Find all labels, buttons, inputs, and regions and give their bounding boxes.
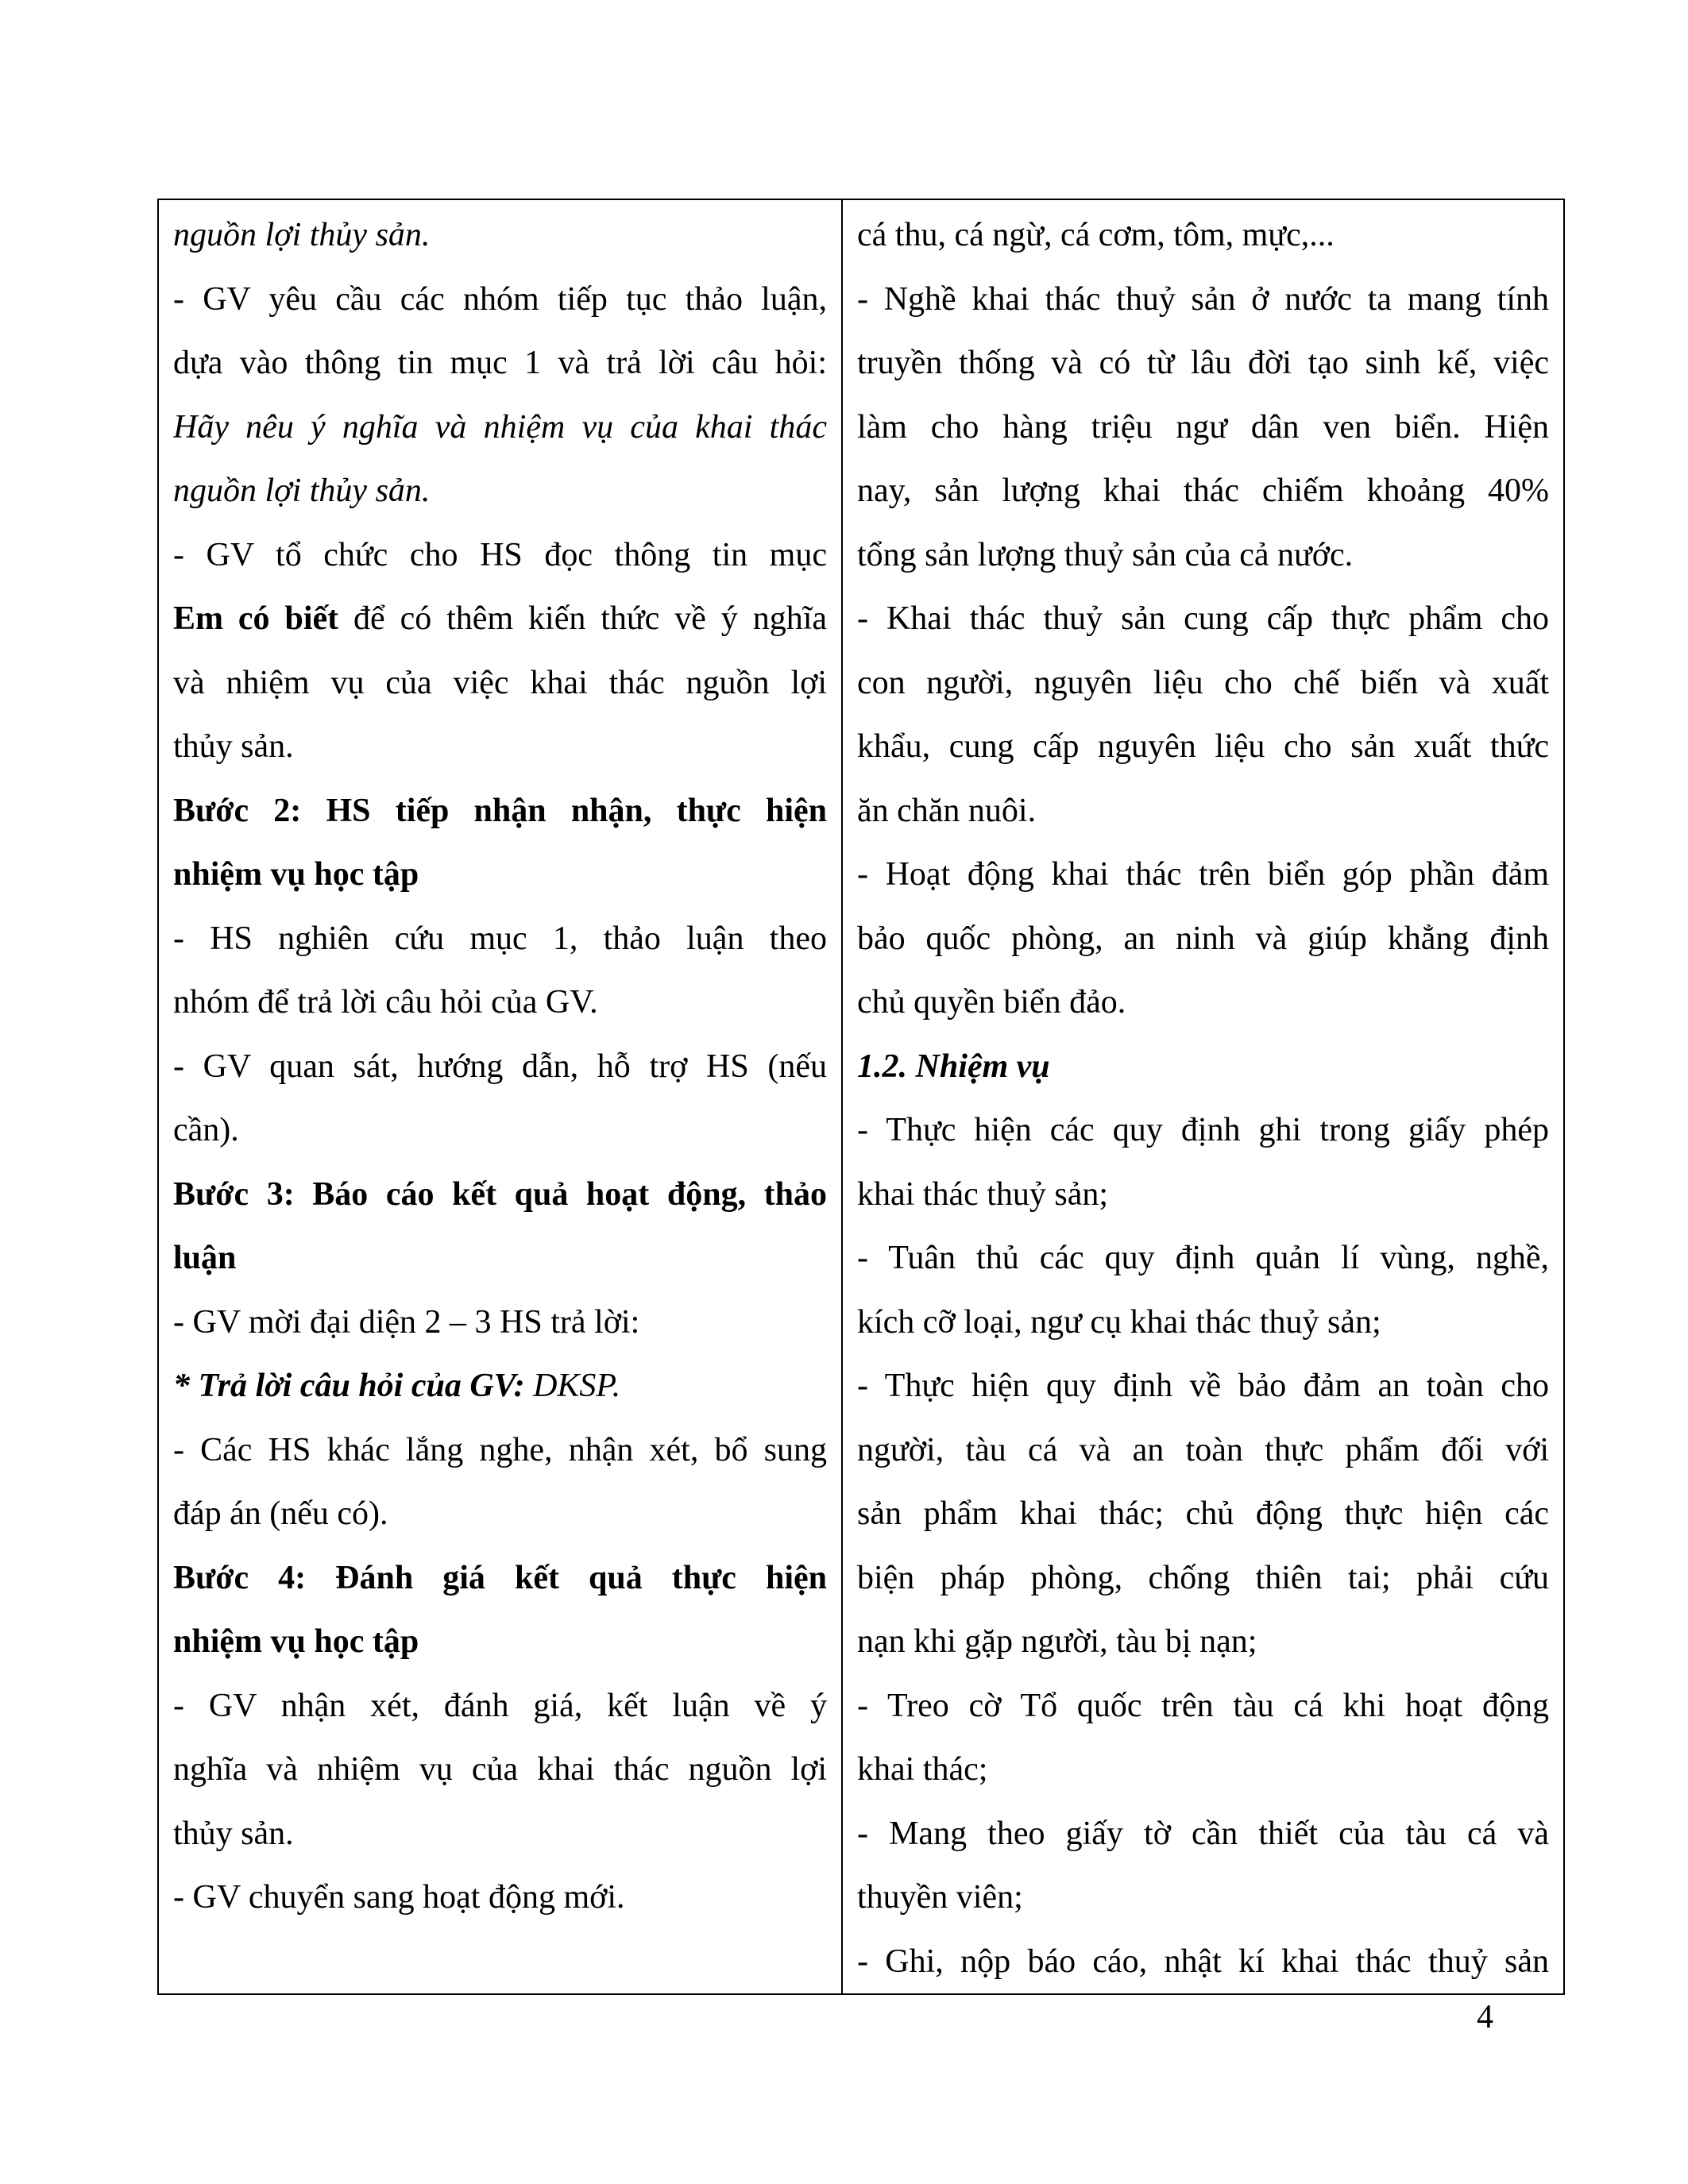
question-text-line: Hãy nêu ý nghĩa và nhiệm vụ của khai thác	[173, 408, 827, 446]
text-line: truyền thống và có từ lâu đời tạo sinh kế, việc	[857, 345, 1549, 381]
step-4-heading-cont: nhiệm vụ học tập	[173, 1623, 419, 1660]
text-line: kích cỡ loại, ngư cụ khai thác thuỷ sản;	[857, 1303, 1381, 1341]
text-line: làm cho hàng triệu ngư dân ven biển. Hiện	[857, 408, 1549, 446]
step-3-heading-cont: luận	[173, 1240, 237, 1276]
text-line: - Tuân thủ các quy định quản lí vùng, nghề,	[857, 1240, 1549, 1276]
text-line: nay, sản lượng khai thác chiếm khoảng 40%	[857, 473, 1549, 509]
text-line: - GV chuyển sang hoạt động mới.	[173, 1879, 625, 1916]
text-line: và nhiệm vụ của việc khai thác nguồn lợi	[173, 664, 827, 701]
content-table	[157, 199, 1565, 1995]
text-line: ăn chăn nuôi.	[857, 792, 1037, 829]
text-line: - Các HS khác lắng nghe, nhận xét, bổ sung	[173, 1431, 827, 1468]
text-line: thủy sản.	[173, 728, 294, 765]
step-3-heading: Bước 3: Báo cáo kết quả hoạt động, thảo	[173, 1175, 827, 1213]
right-cell-expected-products	[842, 199, 1564, 1994]
text-line: - Khai thác thuỷ sản cung cấp thực phẩm cho	[857, 600, 1549, 637]
step-2-heading: Bước 2: HS tiếp nhận nhận, thực hiện	[173, 792, 827, 829]
table-row	[158, 199, 1564, 1994]
text-line: thủy sản.	[173, 1815, 294, 1852]
question-text-line: nguồn lợi thủy sản.	[173, 473, 431, 509]
text-line: - HS nghiên cứu mục 1, thảo luận theo	[173, 920, 827, 957]
text-line: biện pháp phòng, chống thiên tai; phải cứu	[857, 1559, 1549, 1596]
text-line: con người, nguyên liệu cho chế biến và xuất	[857, 664, 1549, 701]
answer-label: * Trả lời câu hỏi của GV:	[173, 1368, 525, 1404]
text-fragment: để có thêm kiến thức về ý nghĩa	[338, 600, 827, 637]
text-line: - GV quan sát, hướng dẫn, hỗ trợ HS (nếu	[173, 1048, 827, 1085]
text-line	[173, 587, 827, 651]
text-line: - GV mời đại diện 2 – 3 HS trả lời:	[173, 1303, 640, 1341]
text-line: nhóm để trả lời câu hỏi của GV.	[173, 984, 598, 1021]
text-line: - Ghi, nộp báo cáo, nhật kí khai thác thuỷ sản	[857, 1943, 1549, 1980]
text-line: - GV yêu cầu các nhóm tiếp tục thảo luận,	[173, 280, 827, 318]
text-line: - Thực hiện các quy định ghi trong giấy phép	[857, 1112, 1549, 1148]
answer-reference: DKSP.	[524, 1368, 621, 1404]
answer-line	[173, 1354, 827, 1418]
text-line: - GV nhận xét, đánh giá, kết luận về ý	[173, 1687, 827, 1724]
text-line: bảo quốc phòng, an ninh và giúp khẳng định	[857, 920, 1549, 957]
text-line: sản phẩm khai thác; chủ động thực hiện các	[857, 1495, 1549, 1532]
page-number: 4	[1477, 1999, 1493, 2035]
text-line: cần).	[173, 1112, 239, 1148]
text-line: - Thực hiện quy định về bảo đảm an toàn cho	[857, 1368, 1549, 1404]
text-line: khẩu, cung cấp nguyên liệu cho sản xuất thức	[857, 728, 1549, 765]
em-co-biet-label: Em có biết	[173, 600, 339, 637]
text-line: - GV tổ chức cho HS đọc thông tin mục	[173, 536, 827, 573]
text-line: người, tàu cá và an toàn thực phẩm đối với	[857, 1431, 1549, 1468]
step-2-heading-cont: nhiệm vụ học tập	[173, 856, 419, 893]
text-line: - Hoạt động khai thác trên biển góp phần đảm	[857, 856, 1549, 893]
text-line: dựa vào thông tin mục 1 và trả lời câu hỏi:	[173, 345, 827, 381]
text-line: khai thác thuỷ sản;	[857, 1175, 1109, 1213]
text-line: nạn khi gặp người, tàu bị nạn;	[857, 1623, 1257, 1660]
text-line: - Mang theo giấy tờ cần thiết của tàu cá và	[857, 1815, 1549, 1852]
step-4-heading: Bước 4: Đánh giá kết quả thực hiện	[173, 1559, 827, 1596]
text-line: chủ quyền biển đảo.	[857, 984, 1126, 1021]
text-line: tổng sản lượng thuỷ sản của cả nước.	[857, 536, 1354, 573]
section-heading-nhiem-vu: 1.2. Nhiệm vụ	[857, 1048, 1050, 1085]
left-cell-teaching-activities	[158, 199, 842, 1994]
left-cell-text	[159, 200, 841, 1930]
text-line: khai thác;	[857, 1751, 988, 1788]
text-line: - Nghề khai thác thuỷ sản ở nước ta mang tính	[857, 280, 1549, 318]
right-cell-text	[843, 200, 1563, 1993]
text-line: nguồn lợi thủy sản.	[173, 217, 431, 253]
text-line: cá thu, cá ngừ, cá cơm, tôm, mực,...	[857, 217, 1335, 253]
text-line: nghĩa và nhiệm vụ của khai thác nguồn lợi	[173, 1751, 827, 1788]
text-line: - Treo cờ Tổ quốc trên tàu cá khi hoạt động	[857, 1687, 1549, 1724]
text-line: đáp án (nếu có).	[173, 1495, 388, 1532]
text-line: thuyền viên;	[857, 1879, 1023, 1916]
